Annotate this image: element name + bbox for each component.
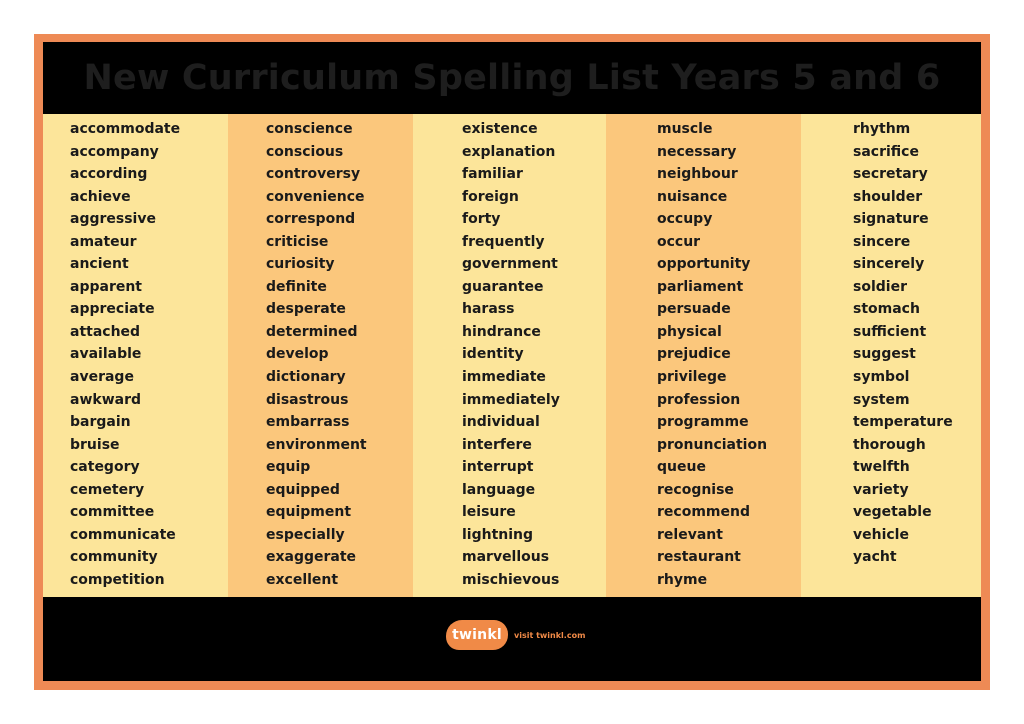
spelling-word: leisure (462, 504, 516, 521)
spelling-word: explanation (462, 143, 556, 160)
spelling-word: marvellous (462, 549, 550, 566)
spelling-word: opportunity (657, 256, 751, 273)
spelling-word: category (70, 459, 140, 476)
spelling-word: sincerely (853, 256, 925, 273)
spelling-word: dictionary (266, 369, 346, 386)
spelling-word: apparent (70, 278, 142, 295)
spelling-word: sacrifice (853, 143, 919, 160)
spelling-word: prejudice (657, 346, 731, 363)
spelling-word: interfere (462, 436, 532, 453)
spelling-word: convenience (266, 188, 365, 205)
spelling-word: embarrass (266, 414, 350, 431)
spelling-word: pronunciation (657, 436, 768, 453)
spelling-word: controversy (266, 166, 361, 183)
spelling-word: amateur (70, 233, 137, 250)
spelling-word: temperature (853, 414, 953, 431)
spelling-word: develop (266, 346, 329, 363)
spelling-word: privilege (657, 369, 727, 386)
spelling-word: exaggerate (266, 549, 357, 566)
spelling-word: restaurant (657, 549, 741, 566)
spelling-word: communicate (70, 526, 176, 543)
spelling-word: nuisance (657, 188, 728, 205)
spelling-word: thorough (853, 436, 926, 453)
spelling-word: committee (70, 504, 155, 521)
spelling-word: environment (266, 436, 367, 453)
spelling-word: attached (70, 323, 141, 340)
spelling-word: neighbour (657, 166, 738, 183)
spelling-word: persuade (657, 301, 731, 318)
spelling-word: harass (462, 301, 515, 318)
spelling-word: competition (70, 571, 165, 588)
title-bar (43, 42, 981, 114)
spelling-word: interrupt (462, 459, 534, 476)
spelling-word: variety (853, 481, 909, 498)
spelling-word: system (853, 391, 910, 408)
spelling-word: especially (266, 526, 345, 543)
spelling-word: language (462, 481, 536, 498)
spelling-word: determined (266, 323, 358, 340)
twinkl-logo-mark: twinkl (446, 620, 508, 650)
spelling-word: immediately (462, 391, 560, 408)
spelling-grid (43, 114, 981, 597)
spelling-word: conscience (266, 121, 353, 137)
spelling-word: muscle (657, 121, 713, 137)
spelling-word: symbol (853, 369, 910, 386)
spelling-word: queue (657, 459, 706, 476)
word-column-5 (801, 114, 981, 597)
word-column-2 (228, 114, 413, 597)
spelling-word: correspond (266, 211, 356, 228)
spelling-word: excellent (266, 571, 339, 588)
footer-bar (43, 597, 981, 681)
spelling-word: guarantee (462, 278, 544, 295)
spelling-word: profession (657, 391, 741, 408)
spelling-word: appreciate (70, 301, 155, 318)
spelling-word: average (70, 369, 134, 386)
spelling-word: individual (462, 414, 540, 431)
spelling-word: rhyme (657, 571, 708, 588)
spelling-word: disastrous (266, 391, 349, 408)
spelling-word: accompany (70, 143, 159, 160)
spelling-word: secretary (853, 166, 928, 183)
spelling-word: mischievous (462, 571, 560, 588)
spelling-word: lightning (462, 526, 534, 543)
spelling-word: curiosity (266, 256, 335, 273)
spelling-word: sufficient (853, 323, 927, 340)
spelling-word: bargain (70, 414, 131, 431)
spelling-word: accommodate (70, 121, 181, 137)
spelling-word: definite (266, 278, 327, 295)
spelling-word: yacht (853, 549, 897, 566)
spelling-word: shoulder (853, 188, 923, 205)
spelling-word: immediate (462, 369, 546, 386)
word-column-4 (606, 114, 801, 597)
spelling-word: soldier (853, 278, 907, 295)
spelling-word: stomach (853, 301, 920, 318)
spelling-word: government (462, 256, 558, 273)
spelling-word: hindrance (462, 323, 541, 340)
word-column-3 (413, 114, 606, 597)
spelling-word: physical (657, 323, 722, 340)
spelling-word: foreign (462, 188, 519, 205)
spelling-word: necessary (657, 143, 737, 160)
spelling-word: desperate (266, 301, 346, 318)
spelling-word: achieve (70, 188, 131, 205)
spelling-word: relevant (657, 526, 723, 543)
spelling-word: aggressive (70, 211, 156, 228)
spelling-word: bruise (70, 436, 120, 453)
spelling-word: frequently (462, 233, 545, 250)
spelling-word: signature (853, 211, 929, 228)
spelling-word: familiar (462, 166, 523, 183)
spelling-word: occur (657, 233, 701, 250)
spelling-word: community (70, 549, 158, 566)
spelling-word: equipped (266, 481, 340, 498)
spelling-word: recommend (657, 504, 750, 521)
spelling-word: equipment (266, 504, 352, 521)
spelling-word: parliament (657, 278, 744, 295)
spelling-word: rhythm (853, 121, 911, 137)
spelling-word: programme (657, 414, 749, 431)
spelling-word: vegetable (853, 504, 932, 521)
word-column-1 (43, 114, 228, 597)
visit-link[interactable]: visit twinkl.com (514, 630, 586, 640)
spelling-word: according (70, 166, 148, 183)
spelling-word: ancient (70, 256, 129, 273)
spelling-word: forty (462, 211, 501, 228)
spelling-word: cemetery (70, 481, 145, 498)
spelling-word: occupy (657, 211, 713, 228)
spelling-word: conscious (266, 143, 344, 160)
spelling-word: identity (462, 346, 524, 363)
spelling-word: equip (266, 459, 311, 476)
spelling-word: criticise (266, 233, 329, 250)
spelling-word: awkward (70, 391, 141, 408)
page-title: New Curriculum Spelling List Years 5 and 6 (83, 58, 941, 98)
spelling-word: twelfth (853, 459, 910, 476)
spelling-word: recognise (657, 481, 734, 498)
spelling-word: sincere (853, 233, 911, 250)
spelling-word: vehicle (853, 526, 909, 543)
spelling-word: suggest (853, 346, 916, 363)
spelling-word: available (70, 346, 142, 363)
spelling-word: existence (462, 121, 538, 137)
twinkl-logo[interactable] (446, 620, 585, 650)
